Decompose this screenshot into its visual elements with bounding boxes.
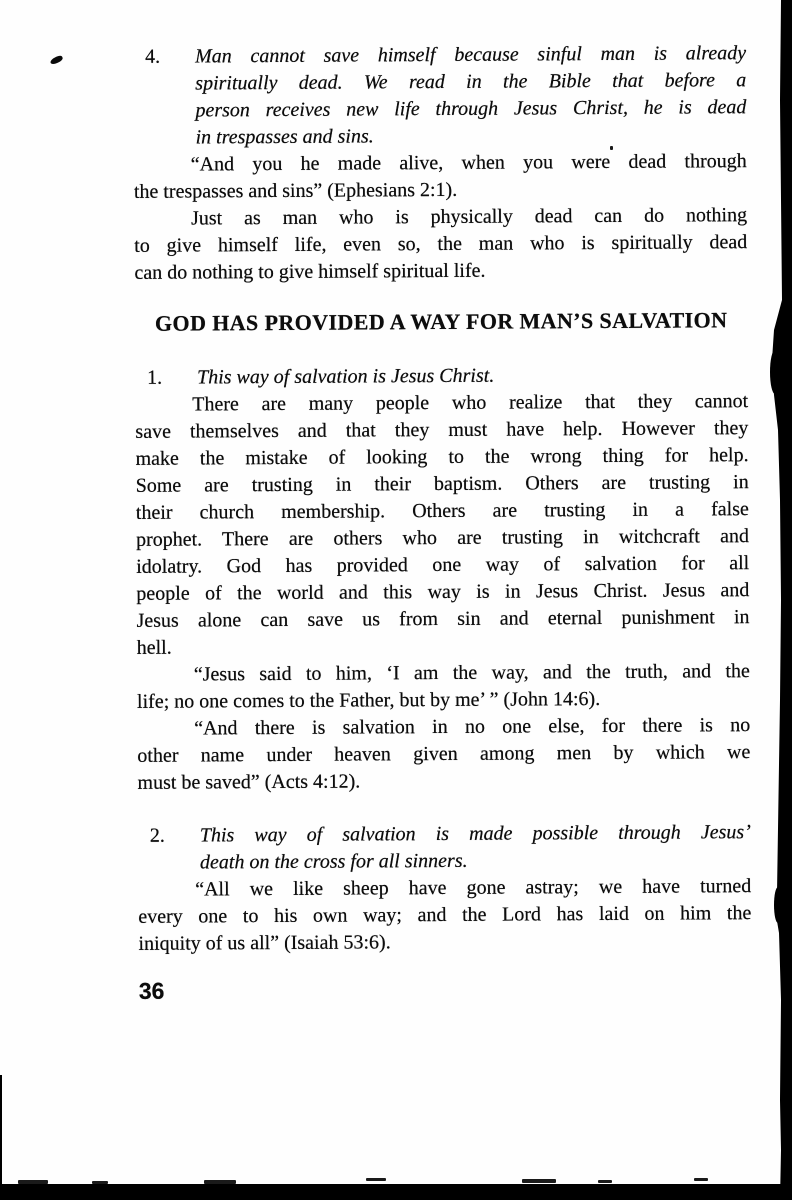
- scan-bar-bottom: [0, 1184, 792, 1200]
- ink-speck: [49, 55, 63, 66]
- text-line: There are many people who realize that they cannot: [192, 390, 749, 416]
- text-line: other name under heaven given among men by which we: [137, 741, 751, 767]
- noise-speck: [18, 1180, 48, 1184]
- text-line: in trespasses and sins.: [195, 125, 374, 149]
- text-line: every one to his own way; and the Lord has laid on him the: [138, 902, 752, 928]
- numbered-item: [138, 819, 751, 877]
- text-line: death on the cross for all sinners.: [199, 849, 468, 874]
- text-line: hell.: [136, 636, 172, 659]
- paragraph: [134, 148, 747, 206]
- text-line: can do nothing to give himself spiritual life.: [134, 259, 486, 284]
- paragraph: [137, 712, 750, 797]
- noise-speck: [522, 1179, 556, 1183]
- text-line: “Jesus said to him, ‘I am the way, and the truth, and the: [193, 660, 750, 686]
- paragraph: [137, 658, 750, 716]
- text-line: people of the world and this way is in Jesus Christ. Jesus and: [136, 579, 750, 605]
- noise-speck: [366, 1178, 386, 1181]
- text-line: life; no one comes to the Father, but by me’ ” (John 14:6).: [136, 688, 601, 713]
- text-line: prophet. There are others who are trusting in witchcraft and: [135, 525, 750, 551]
- item-text: [197, 361, 748, 391]
- scan-edge-left-line: [0, 1075, 2, 1185]
- section-heading: GOD HAS PROVIDED A WAY FOR MAN’S SALVATION: [154, 307, 728, 336]
- text-line: iniquity of us all” (Isaiah 53:6).: [138, 931, 391, 955]
- numbered-item: [133, 40, 747, 152]
- noise-speck: [610, 146, 613, 150]
- item-number: 4.: [145, 45, 161, 68]
- text-line: to give himself life, even so, the man who is spiritually dead: [134, 231, 748, 257]
- noise-speck: [92, 1181, 108, 1184]
- noise-speck: [694, 1178, 708, 1181]
- text-line: Just as man who is physically dead can do nothing: [191, 204, 748, 230]
- page-number: 36: [138, 977, 165, 1004]
- item-number: 2.: [149, 824, 165, 847]
- text-line: This way of salvation is made possible through Jesus’: [199, 821, 751, 847]
- text-line: This way of salvation is Jesus Christ.: [196, 364, 495, 389]
- paragraph: [138, 873, 751, 958]
- text-line: their church membership. Others are trusting in a false: [135, 498, 749, 524]
- text-line: save themselves and that they must have help. However they: [135, 417, 749, 443]
- text-line: “And there is salvation in no one else, for there is no: [194, 714, 751, 740]
- text-line: Some are trusting in their baptism. Others are trusting in: [135, 471, 749, 497]
- text-line: Man cannot save himself because sinful man is already: [195, 42, 747, 68]
- text-line: must be saved” (Acts 4:12).: [137, 770, 361, 794]
- text-line: idolatry. God has provided one way of salvation for all: [136, 552, 750, 578]
- numbered-item: [135, 361, 748, 392]
- text-column: [133, 40, 752, 1005]
- paragraph: [135, 388, 750, 662]
- noise-speck: [598, 1180, 612, 1183]
- item-text: [195, 40, 747, 151]
- paragraph: [134, 202, 747, 287]
- text-line: the trespasses and sins” (Ephesians 2:1).: [133, 178, 458, 203]
- item-text: [200, 819, 751, 876]
- text-line: “All we like sheep have gone astray; we have turned: [195, 875, 752, 901]
- text-line: “And you he made alive, when you were dead through: [190, 150, 747, 176]
- item-number: 1.: [146, 366, 163, 389]
- scan-edge-right: [768, 0, 792, 1200]
- text-line: spiritually dead. We read in the Bible that before a: [195, 69, 747, 95]
- text-line: person receives new life through Jesus Christ, he is dead: [195, 96, 747, 122]
- noise-speck: [204, 1180, 236, 1184]
- text-line: make the mistake of looking to the wrong thing for help.: [135, 444, 749, 470]
- text-line: Jesus alone can save us from sin and eternal punishment in: [136, 606, 750, 632]
